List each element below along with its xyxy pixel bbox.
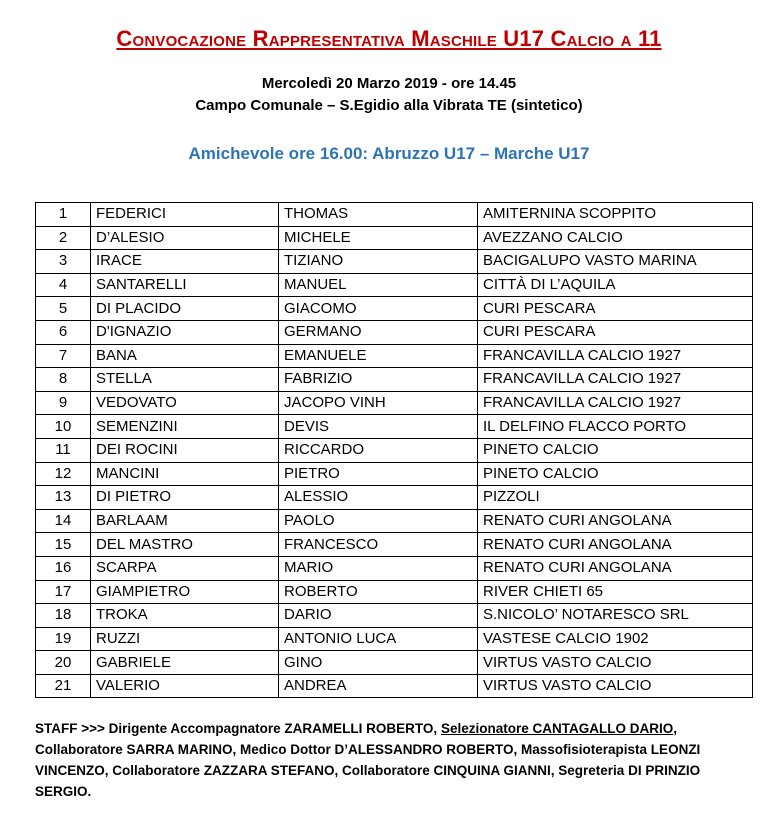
player-club: FRANCAVILLA CALCIO 1927 (478, 344, 753, 368)
player-name: GINO (279, 651, 478, 675)
table-row (36, 627, 753, 651)
player-name: ANDREA (279, 674, 478, 698)
table-row (36, 674, 753, 698)
table-row (36, 320, 753, 344)
player-club: VASTESE CALCIO 1902 (478, 627, 753, 651)
player-name: GERMANO (279, 320, 478, 344)
match-line: Amichevole ore 16.00: Abruzzo U17 – Marche U17 (188, 144, 590, 163)
player-name: JACOPO VINH (279, 391, 478, 415)
player-name: MANUEL (279, 273, 478, 297)
staff-selezionatore: Selezionatore CANTAGALLO DARIO (440, 721, 674, 736)
player-name: RICCARDO (279, 438, 478, 462)
player-number: 13 (36, 486, 91, 510)
player-number: 9 (36, 391, 91, 415)
player-club: RENATO CURI ANGOLANA (478, 509, 753, 533)
staff-text-1: STAFF >>> Dirigente Accompagnatore ZARAMELLI ROBERTO, (35, 721, 441, 736)
player-surname: GABRIELE (91, 651, 279, 675)
player-name: TIZIANO (279, 250, 478, 274)
player-club: VIRTUS VASTO CALCIO (478, 651, 753, 675)
staff-paragraph (35, 718, 755, 802)
table-row (36, 533, 753, 557)
player-surname: GIAMPIETRO (91, 580, 279, 604)
page-title: Convocazione Rappresentativa Maschile U17 Calcio a 11 (116, 26, 662, 51)
table-row (36, 486, 753, 510)
table-row (36, 297, 753, 321)
player-club: AVEZZANO CALCIO (478, 226, 753, 250)
player-surname: SEMENZINI (91, 415, 279, 439)
player-surname: VALERIO (91, 674, 279, 698)
player-name: PAOLO (279, 509, 478, 533)
player-club: CITTÀ DI L’AQUILA (478, 273, 753, 297)
table-row (36, 651, 753, 675)
player-surname: FEDERICI (91, 203, 279, 227)
table-row (36, 580, 753, 604)
player-surname: MANCINI (91, 462, 279, 486)
table-row (36, 438, 753, 462)
player-name: MARIO (279, 556, 478, 580)
player-name: PIETRO (279, 462, 478, 486)
player-number: 20 (36, 651, 91, 675)
table-row (36, 462, 753, 486)
player-number: 4 (36, 273, 91, 297)
roster-body (36, 203, 753, 698)
table-row (36, 415, 753, 439)
date-line: Mercoledì 20 Marzo 2019 - ore 14.45 (261, 75, 517, 92)
player-name: ALESSIO (279, 486, 478, 510)
table-row (36, 273, 753, 297)
player-number: 11 (36, 438, 91, 462)
player-club: CURI PESCARA (478, 297, 753, 321)
player-club: BACIGALUPO VASTO MARINA (478, 250, 753, 274)
venue-line: Campo Comunale – S.Egidio alla Vibrata TE (sintetico) (195, 97, 583, 114)
player-surname: VEDOVATO (91, 391, 279, 415)
player-surname: DEI ROCINI (91, 438, 279, 462)
player-number: 1 (36, 203, 91, 227)
player-number: 15 (36, 533, 91, 557)
player-number: 7 (36, 344, 91, 368)
player-club: FRANCAVILLA CALCIO 1927 (478, 368, 753, 392)
player-surname: DI PIETRO (91, 486, 279, 510)
player-number: 14 (36, 509, 91, 533)
player-number: 12 (36, 462, 91, 486)
player-surname: RUZZI (91, 627, 279, 651)
player-club: PINETO CALCIO (478, 438, 753, 462)
player-name: ANTONIO LUCA (279, 627, 478, 651)
player-surname: D'IGNAZIO (91, 320, 279, 344)
table-row (36, 604, 753, 628)
player-number: 3 (36, 250, 91, 274)
player-name: DEVIS (279, 415, 478, 439)
player-surname: SANTARELLI (91, 273, 279, 297)
player-club: FRANCAVILLA CALCIO 1927 (478, 391, 753, 415)
player-surname: D’ALESIO (91, 226, 279, 250)
player-surname: DEL MASTRO (91, 533, 279, 557)
player-number: 17 (36, 580, 91, 604)
player-club: IL DELFINO FLACCO PORTO (478, 415, 753, 439)
table-row (36, 250, 753, 274)
player-surname: SCARPA (91, 556, 279, 580)
table-row (36, 556, 753, 580)
player-surname: TROKA (91, 604, 279, 628)
table-row (36, 368, 753, 392)
player-surname: IRACE (91, 250, 279, 274)
player-name: FABRIZIO (279, 368, 478, 392)
staff-text-2: , Collaboratore SARRA MARINO, Medico Dottor D’ALESSANDRO ROBERTO, Massofisioterapista LEONZI VINCENZO, Collaboratore ZAZZARA STEFANO, Collaboratore CINQUINA GIANNI, Segreteria DI PRINZIO SERGIO. (35, 721, 701, 799)
player-number: 10 (36, 415, 91, 439)
player-name: MICHELE (279, 226, 478, 250)
table-row (36, 344, 753, 368)
player-club: S.NICOLO’ NOTARESCO SRL (478, 604, 753, 628)
player-name: ROBERTO (279, 580, 478, 604)
table-row (36, 509, 753, 533)
player-number: 6 (36, 320, 91, 344)
player-number: 8 (36, 368, 91, 392)
player-name: EMANUELE (279, 344, 478, 368)
player-club: VIRTUS VASTO CALCIO (478, 674, 753, 698)
player-number: 19 (36, 627, 91, 651)
player-surname: BANA (91, 344, 279, 368)
player-club: PINETO CALCIO (478, 462, 753, 486)
player-number: 2 (36, 226, 91, 250)
player-club: RENATO CURI ANGOLANA (478, 533, 753, 557)
player-surname: STELLA (91, 368, 279, 392)
player-surname: DI PLACIDO (91, 297, 279, 321)
player-club: AMITERNINA SCOPPITO (478, 203, 753, 227)
player-surname: BARLAAM (91, 509, 279, 533)
player-number: 18 (36, 604, 91, 628)
player-number: 21 (36, 674, 91, 698)
table-row (36, 391, 753, 415)
player-number: 5 (36, 297, 91, 321)
roster-table (35, 202, 753, 698)
player-club: CURI PESCARA (478, 320, 753, 344)
player-name: THOMAS (279, 203, 478, 227)
player-number: 16 (36, 556, 91, 580)
table-row (36, 203, 753, 227)
table-row (36, 226, 753, 250)
player-club: PIZZOLI (478, 486, 753, 510)
player-name: GIACOMO (279, 297, 478, 321)
player-club: RENATO CURI ANGOLANA (478, 556, 753, 580)
player-name: DARIO (279, 604, 478, 628)
player-club: RIVER CHIETI 65 (478, 580, 753, 604)
player-name: FRANCESCO (279, 533, 478, 557)
